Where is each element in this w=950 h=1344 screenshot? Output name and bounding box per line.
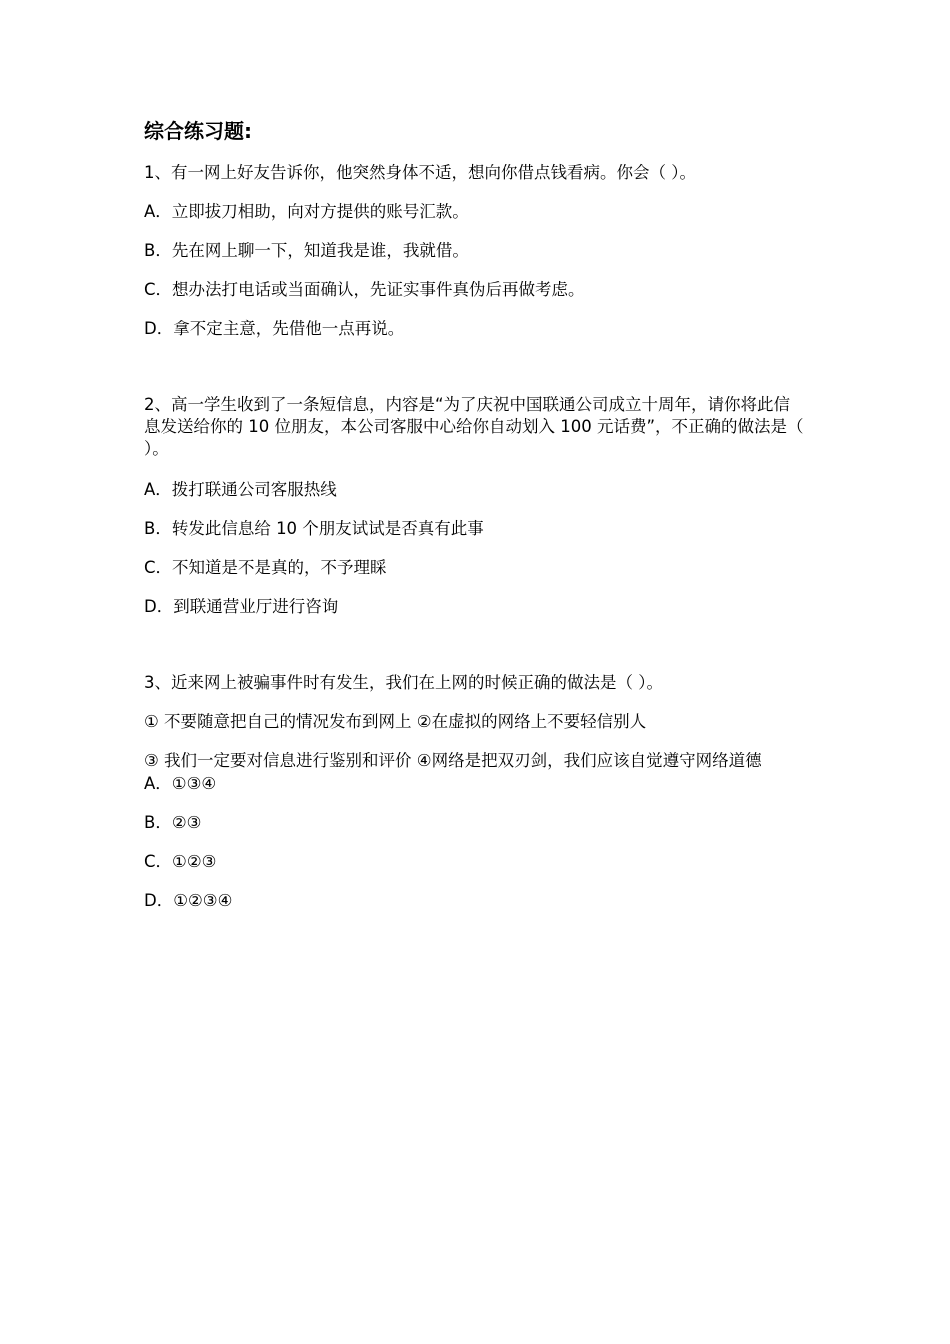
question-3-statements-line-1: ① 不要随意把自己的情况发布到网上 ②在虚拟的网络上不要轻信别人 [144,712,647,731]
question-3-statements-line-2: ③ 我们一定要对信息进行鉴别和评价 ④网络是把双刃剑，我们应该自觉遵守网络道德 [144,751,762,770]
question-3-option-d: D．①②③④ [144,891,233,910]
question-2-option-b: B．转发此信息给 10 个朋友试试是否真有此事 [144,519,484,538]
question-1-stem: 1、有一网上好友告诉你，他突然身体不适，想向你借点钱看病。你会（ ）。 [144,163,696,182]
question-2-option-c: C．不知道是不是真的，不予理睬 [144,558,387,577]
question-1-option-b: B．先在网上聊一下，知道我是谁，我就借。 [144,241,469,260]
page-title: 综合练习题: [144,119,252,143]
question-1-option-d: D．拿不定主意，先借他一点再说。 [144,319,405,338]
question-3-option-b: B．②③ [144,813,202,832]
question-3-option-a: A．①③④ [144,774,217,793]
question-2-option-a: A．拨打联通公司客服热线 [144,480,337,499]
question-3-option-c: C．①②③ [144,852,217,871]
question-2-stem: 2、高一学生收到了一条短信息，内容是“为了庆祝中国联通公司成立十周年，请你将此信 息发送给你的 10 位朋友，本公司客服中心给你自动划入 100 元话费”，不正确的做法是（ ）。 [144,395,804,458]
question-3-stem: 3、近来网上被骗事件时有发生，我们在上网的时候正确的做法是（ ）。 [144,673,663,692]
question-2-option-d: D．到联通营业厅进行咨询 [144,597,339,616]
question-1-option-c: C．想办法打电话或当面确认，先证实事件真伪后再做考虑。 [144,280,585,299]
question-1-option-a: A．立即拔刀相助，向对方提供的账号汇款。 [144,202,469,221]
